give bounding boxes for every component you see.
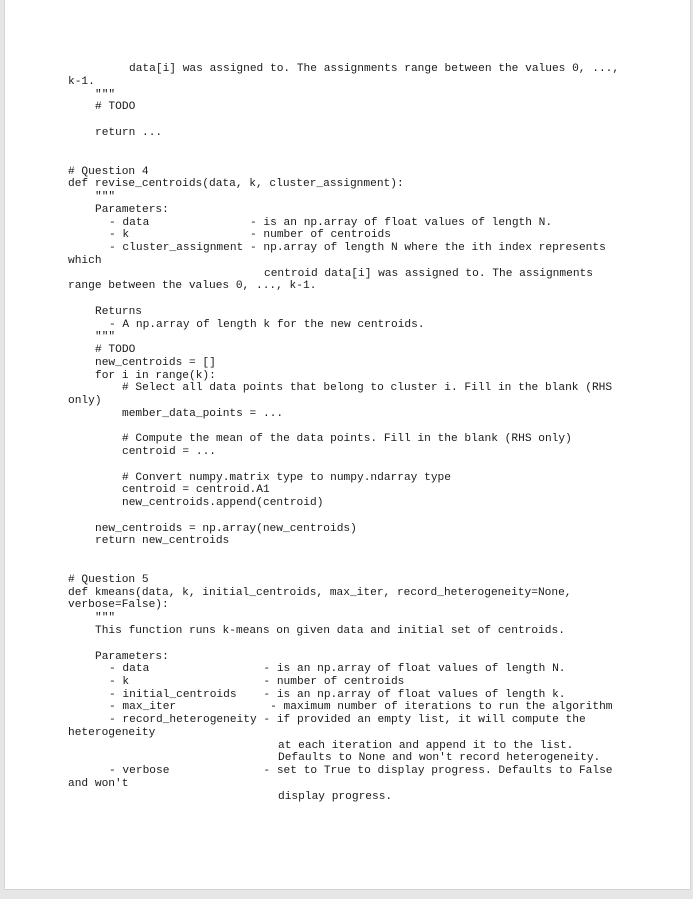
code-line: def kmeans(data, k, initial_centroids, max_iter, record_heterogeneity=None,: [68, 587, 572, 599]
code-line: - record_heterogeneity - if provided an empty list, it will compute the: [109, 714, 586, 726]
code-line: centroid = ...: [122, 446, 216, 458]
code-line: new_centroids.append(centroid): [122, 497, 324, 509]
code-line: """: [95, 612, 116, 624]
code-line: - data - is an np.array of float values of length N.: [109, 663, 566, 675]
code-line: verbose=False):: [68, 599, 169, 611]
code-line: - data - is an np.array of float values of length N.: [109, 217, 553, 229]
code-line: return ...: [95, 127, 163, 139]
code-line: at each iteration and append it to the list.: [278, 740, 574, 752]
code-line: # TODO: [95, 344, 136, 356]
code-line: - cluster_assignment - np.array of length N where the ith index represents: [109, 242, 606, 254]
code-line: display progress.: [278, 791, 393, 803]
code-line: data[i] was assigned to. The assignments range between the values 0, ...,: [129, 63, 620, 75]
code-line: Defaults to None and won't record heterogeneity.: [278, 752, 601, 764]
code-line: # Question 4: [68, 166, 149, 178]
code-line: - k - number of centroids: [109, 676, 405, 688]
code-listing: [5, 0, 690, 889]
code-line: new_centroids = np.array(new_centroids): [95, 523, 357, 535]
code-line: heterogeneity: [68, 727, 156, 739]
code-line: - initial_centroids - is an np.array of float values of length k.: [109, 689, 566, 701]
code-line: member_data_points = ...: [122, 408, 284, 420]
code-line: - k - number of centroids: [109, 229, 391, 241]
code-line: Parameters:: [95, 204, 169, 216]
code-line: centroid = centroid.A1: [122, 484, 270, 496]
code-line: range between the values 0, ..., k-1.: [68, 280, 317, 292]
code-line: """: [95, 331, 116, 343]
code-line: which: [68, 255, 102, 267]
code-line: for i in range(k):: [95, 370, 216, 382]
code-line: centroid data[i] was assigned to. The assignments: [264, 268, 593, 280]
code-line: # Convert numpy.matrix type to numpy.ndarray type: [122, 472, 451, 484]
code-line: # TODO: [95, 101, 136, 113]
code-line: - verbose - set to True to display progress. Defaults to False: [109, 765, 613, 777]
code-line: - A np.array of length k for the new centroids.: [109, 319, 425, 331]
code-line: - max_iter - maximum number of iterations to run the algorithm: [109, 701, 613, 713]
code-line: # Select all data points that belong to cluster i. Fill in the blank (RHS: [122, 382, 613, 394]
code-line: """: [95, 89, 116, 101]
code-line: This function runs k-means on given data and initial set of centroids.: [95, 625, 565, 637]
code-line: def revise_centroids(data, k, cluster_assignment):: [68, 178, 404, 190]
code-line: only): [68, 395, 102, 407]
code-line: k-1.: [68, 76, 95, 88]
code-line: new_centroids = []: [95, 357, 216, 369]
code-line: Returns: [95, 306, 142, 318]
code-line: Parameters:: [95, 651, 169, 663]
code-line: """: [95, 191, 116, 203]
code-line: return new_centroids: [95, 535, 230, 547]
document-page: [4, 0, 691, 890]
code-line: and won't: [68, 778, 129, 790]
code-line: # Compute the mean of the data points. Fill in the blank (RHS only): [122, 433, 572, 445]
code-line: # Question 5: [68, 574, 149, 586]
